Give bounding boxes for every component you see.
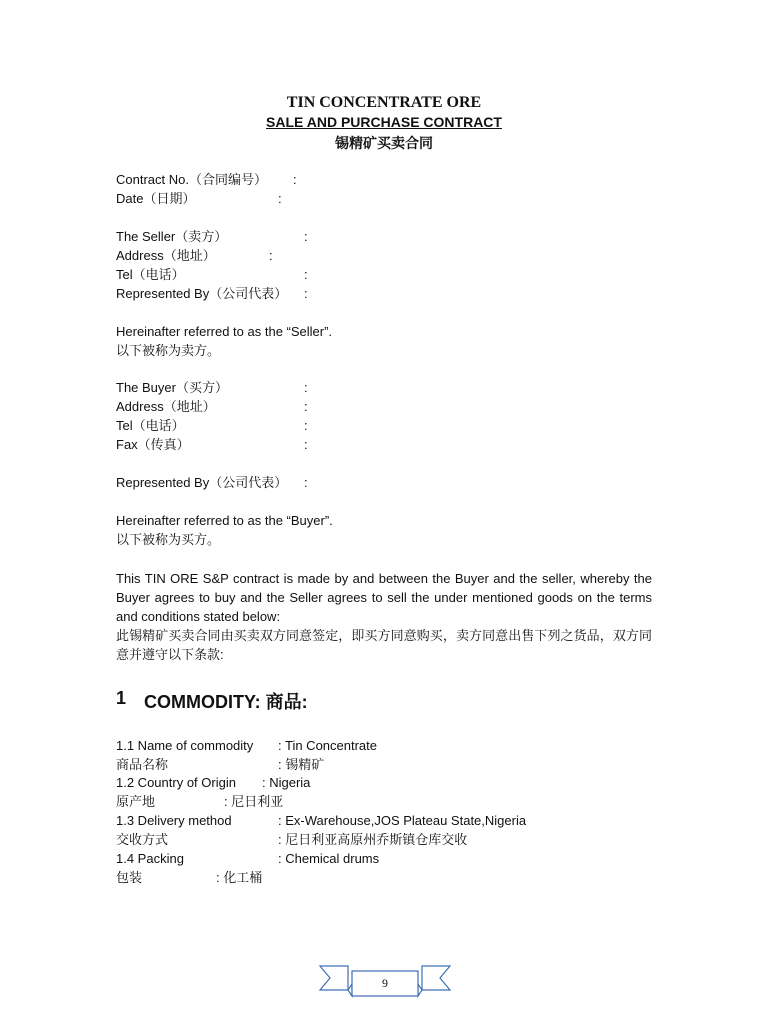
buyer-address-colon: : xyxy=(304,399,308,414)
seller-represented-colon: : xyxy=(304,286,308,301)
buyer-referred-en: Hereinafter referred to as the “Buyer”. xyxy=(116,513,333,528)
buyer-label: The Buyer（买方） xyxy=(116,380,228,395)
item-name-label: 1.1 Name of commodity xyxy=(116,738,254,753)
intro-paragraph-en: This TIN ORE S&P contract is made by and between the Buyer and the seller, whereby the Buyer agrees to buy and the Seller agrees to sell the under mentioned goods on the terms and conditions stated below: xyxy=(116,571,652,624)
seller-address-label: Address（地址） xyxy=(116,248,216,263)
buyer-address-label: Address（地址） xyxy=(116,399,216,414)
date-label: Date（日期） xyxy=(116,191,196,206)
seller-tel-label: Tel（电话） xyxy=(116,267,185,282)
seller-referred-cn: 以下被称为卖方。 xyxy=(116,343,221,358)
buyer-referred-cn: 以下被称为买方。 xyxy=(116,532,221,547)
item-delivery-value: : Ex-Warehouse,JOS Plateau State,Nigeria xyxy=(278,813,527,828)
buyer-colon: : xyxy=(304,380,308,395)
buyer-represented-label: Represented By（公司代表） xyxy=(116,475,288,490)
document-title: TIN CONCENTRATE ORE xyxy=(286,94,482,111)
seller-address-colon: : xyxy=(269,248,273,263)
seller-colon: : xyxy=(304,229,308,244)
contract-no-label: Contract No.（合同编号） xyxy=(116,172,267,187)
item-origin-value: : Nigeria xyxy=(262,775,311,790)
buyer-fax-colon: : xyxy=(304,437,308,452)
item-packing-label-cn: 包装 xyxy=(116,870,143,885)
buyer-tel-label: Tel（电话） xyxy=(116,418,185,433)
item-delivery-label: 1.3 Delivery method xyxy=(116,813,232,828)
item-delivery-value-cn: : 尼日利亚高原州乔斯镇仓库交收 xyxy=(278,832,468,847)
page-number: 9 xyxy=(382,976,388,990)
item-origin-value-cn: : 尼日利亚 xyxy=(224,794,284,809)
page-number-ribbon xyxy=(318,962,452,1000)
item-name-label-cn: 商品名称 xyxy=(116,757,169,772)
seller-tel-colon: : xyxy=(304,267,308,282)
buyer-tel-colon: : xyxy=(304,418,308,433)
item-packing-value: : Chemical drums xyxy=(278,851,380,866)
item-name-value-cn: : 锡精矿 xyxy=(278,757,325,772)
document-subtitle: SALE AND PURCHASE CONTRACT xyxy=(266,114,502,130)
item-name-value: : Tin Concentrate xyxy=(278,738,377,753)
buyer-represented-colon: : xyxy=(304,475,308,490)
buyer-fax-label: Fax（传真） xyxy=(116,437,190,452)
section-heading: COMMODITY: 商品: xyxy=(144,692,308,712)
seller-represented-label: Represented By（公司代表） xyxy=(116,286,288,301)
section-number: 1 xyxy=(116,688,127,708)
item-origin-label-cn: 原产地 xyxy=(116,794,156,809)
item-packing-value-cn: : 化工桶 xyxy=(216,870,263,885)
item-packing-label: 1.4 Packing xyxy=(116,851,184,866)
document-subtitle-cn: 锡精矿买卖合同 xyxy=(335,135,433,151)
date-colon: : xyxy=(278,191,282,206)
seller-referred-en: Hereinafter referred to as the “Seller”. xyxy=(116,324,333,339)
intro-paragraph-cn: 此锡精矿买卖合同由买卖双方同意签定，即买方同意购买，卖方同意出售下列之货品，双方同意并遵守以下条款: xyxy=(116,628,652,662)
seller-label: The Seller（卖方） xyxy=(116,229,228,244)
contract-no-colon: : xyxy=(293,172,297,187)
item-delivery-label-cn: 交收方式 xyxy=(116,832,169,847)
item-origin-label: 1.2 Country of Origin xyxy=(116,775,236,790)
